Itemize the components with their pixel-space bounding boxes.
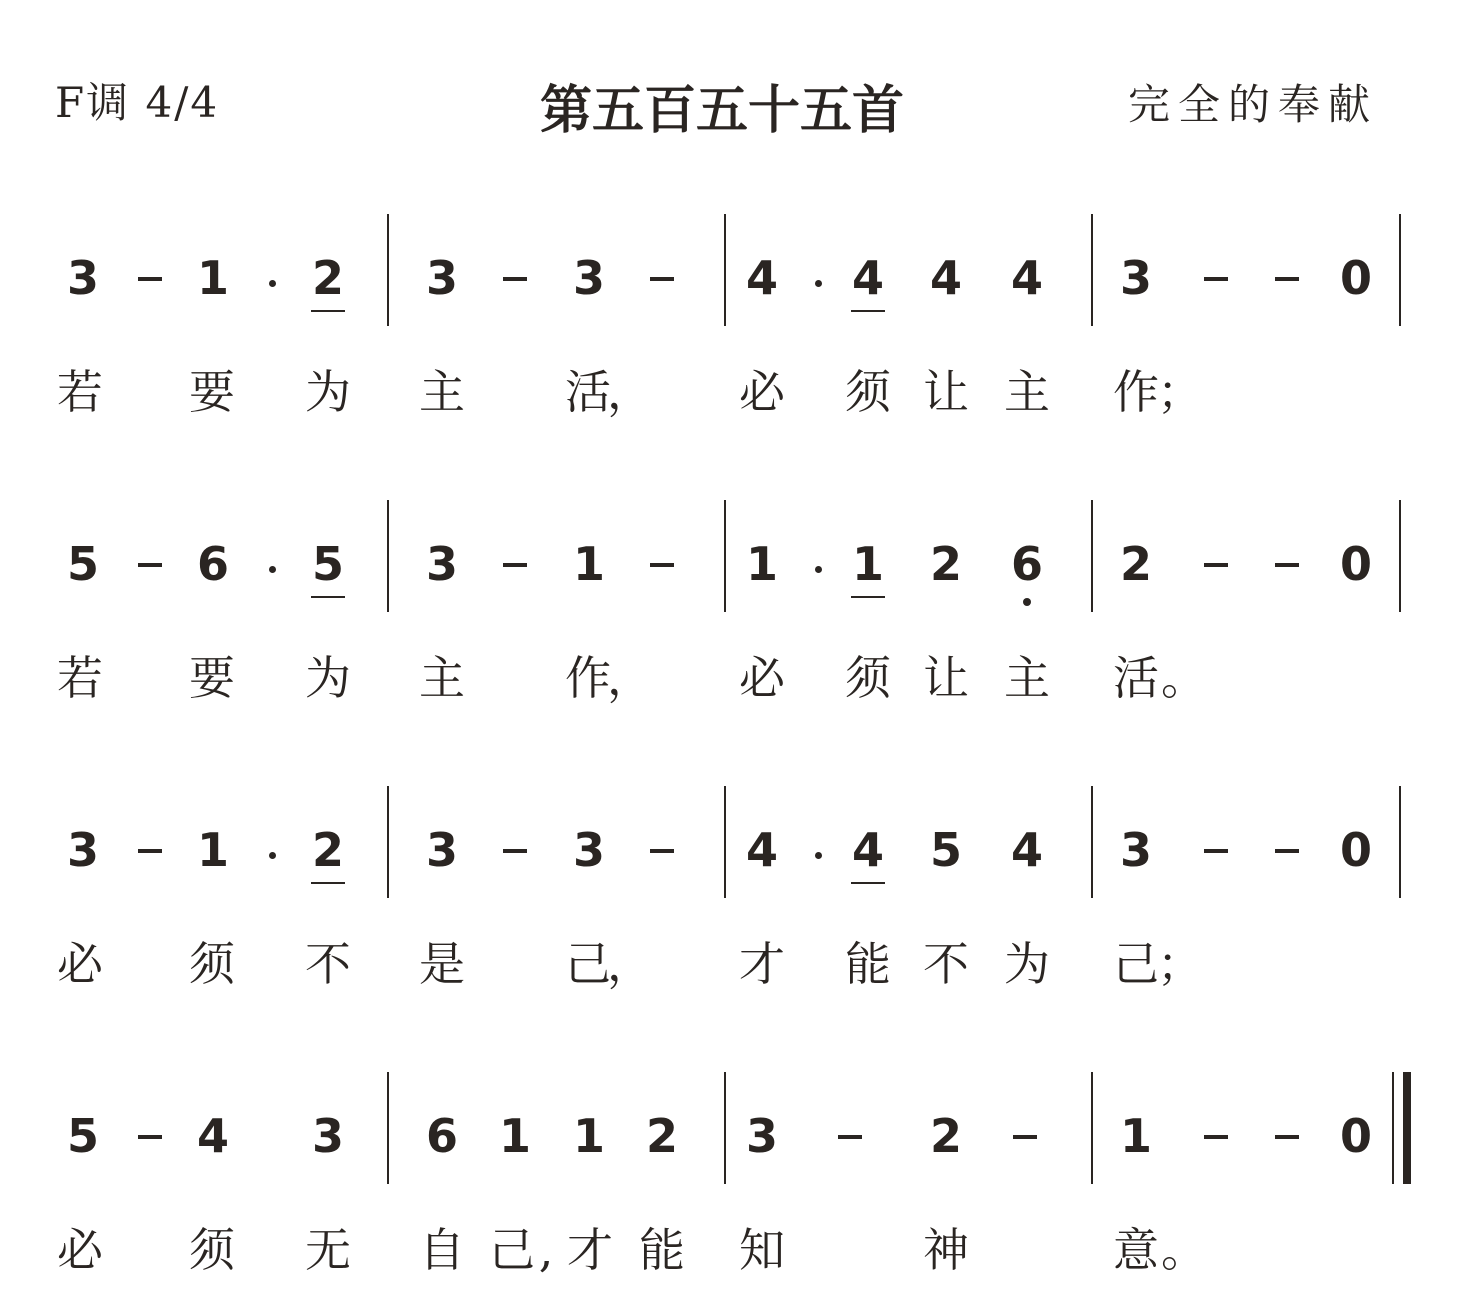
note-extension-dash xyxy=(1204,1135,1228,1139)
note: 2 xyxy=(308,822,348,878)
lyric-char: 不 xyxy=(305,937,351,991)
lyric-char: 须 xyxy=(189,937,235,991)
augmentation-dot xyxy=(815,280,822,287)
hymn-subtitle: 完全的奉献 xyxy=(1128,80,1379,129)
augmentation-dot xyxy=(269,566,276,573)
lyric-char: ， xyxy=(607,365,653,419)
lyric-char: 为 xyxy=(1004,937,1050,991)
lyric-char: 必 xyxy=(739,365,785,419)
music-system xyxy=(0,1072,1470,1312)
note-extension-dash xyxy=(838,1135,862,1139)
lyric-char: 须 xyxy=(845,365,891,419)
lyric-char: ； xyxy=(1157,365,1203,419)
lyric-char: 若 xyxy=(57,365,103,419)
note: 1 xyxy=(196,823,229,877)
note: 1 xyxy=(196,251,229,305)
note: 4 xyxy=(848,822,888,878)
note: 6 xyxy=(1007,536,1047,592)
barline xyxy=(1399,786,1401,898)
note-extension-dash xyxy=(138,563,162,567)
music-system xyxy=(0,786,1470,1026)
note-extension-dash xyxy=(1275,277,1299,281)
lyric-char: 须 xyxy=(189,1223,235,1277)
note: 3 xyxy=(1119,251,1152,305)
note-extension-dash xyxy=(138,1135,162,1139)
lyric-char: 不 xyxy=(923,937,969,991)
lyric-char: 。 xyxy=(1161,651,1207,705)
note: 3 xyxy=(572,823,605,877)
barline xyxy=(724,1072,726,1184)
lyric-char: ， xyxy=(607,937,653,991)
note: 1 xyxy=(572,537,605,591)
lyric-char: , xyxy=(538,1223,554,1277)
lyric-char: 为 xyxy=(305,365,351,419)
note: 5 xyxy=(308,536,348,592)
note-extension-dash xyxy=(1275,1135,1299,1139)
lyric-char: 主 xyxy=(419,365,465,419)
barline xyxy=(1399,500,1401,612)
note: 2 xyxy=(1119,537,1152,591)
barline xyxy=(1091,786,1093,898)
lyric-char: 让 xyxy=(923,365,969,419)
lyric-char: 必 xyxy=(57,937,103,991)
lyric-char: 为 xyxy=(305,651,351,705)
note: 6 xyxy=(196,537,229,591)
barline xyxy=(1091,500,1093,612)
barline xyxy=(387,500,389,612)
lyric-char: 作 xyxy=(565,651,611,705)
lyric-char: 能 xyxy=(845,937,891,991)
lyric-char: 要 xyxy=(189,651,235,705)
barline xyxy=(387,1072,389,1184)
barline xyxy=(1392,1072,1394,1184)
lyric-char: 知 xyxy=(739,1223,785,1277)
note: 2 xyxy=(308,250,348,306)
lyric-char: 神 xyxy=(923,1223,969,1277)
note-extension-dash xyxy=(1275,849,1299,853)
key-signature: F调 4/4 xyxy=(55,78,220,127)
lyric-char: 己 xyxy=(565,937,611,991)
lyric-char: 让 xyxy=(923,651,969,705)
note-extension-dash xyxy=(503,849,527,853)
lyric-char: 必 xyxy=(739,651,785,705)
barline xyxy=(1091,214,1093,326)
note: 0 xyxy=(1339,537,1372,591)
note: 1 xyxy=(498,1109,531,1163)
note: 1 xyxy=(848,536,888,592)
note: 2 xyxy=(929,1109,962,1163)
barline xyxy=(387,214,389,326)
lyric-char: 己 xyxy=(489,1223,535,1277)
note-extension-dash xyxy=(1275,563,1299,567)
note: 3 xyxy=(745,1109,778,1163)
lyric-char: 作 xyxy=(1113,365,1159,419)
note: 0 xyxy=(1339,251,1372,305)
lyric-char: 活 xyxy=(565,365,611,419)
note: 4 xyxy=(196,1109,229,1163)
music-system xyxy=(0,214,1470,454)
lyric-char: 才 xyxy=(739,937,785,991)
note: 4 xyxy=(1010,823,1043,877)
lyric-char: 意 xyxy=(1113,1223,1159,1277)
lyric-char: ， xyxy=(607,651,653,705)
lyric-char: 须 xyxy=(845,651,891,705)
lyric-char: 要 xyxy=(189,365,235,419)
note: 3 xyxy=(66,251,99,305)
barline xyxy=(1091,1072,1093,1184)
note: 0 xyxy=(1339,823,1372,877)
final-barline xyxy=(1403,1072,1411,1184)
lyric-char: 主 xyxy=(1004,651,1050,705)
note-extension-dash xyxy=(503,563,527,567)
note-extension-dash xyxy=(650,277,674,281)
hymn-title: 第五百五十五首 xyxy=(540,81,905,141)
lyric-char: 才 xyxy=(567,1223,613,1277)
note-extension-dash xyxy=(1013,1135,1037,1139)
note: 1 xyxy=(745,537,778,591)
augmentation-dot xyxy=(815,852,822,859)
augmentation-dot xyxy=(815,566,822,573)
note: 1 xyxy=(1119,1109,1152,1163)
note: 3 xyxy=(1119,823,1152,877)
lyric-char: 主 xyxy=(1004,365,1050,419)
lyric-char: 活 xyxy=(1113,651,1159,705)
note: 3 xyxy=(572,251,605,305)
note: 3 xyxy=(425,823,458,877)
note: 4 xyxy=(848,250,888,306)
lyric-char: ； xyxy=(1157,937,1203,991)
barline xyxy=(724,214,726,326)
augmentation-dot xyxy=(269,280,276,287)
note: 5 xyxy=(66,537,99,591)
note: 3 xyxy=(425,251,458,305)
note-extension-dash xyxy=(650,849,674,853)
note: 4 xyxy=(1010,251,1043,305)
note: 3 xyxy=(311,1109,344,1163)
barline xyxy=(387,786,389,898)
note: 4 xyxy=(929,251,962,305)
barline xyxy=(724,786,726,898)
lyric-char: 无 xyxy=(305,1223,351,1277)
lyric-char: 若 xyxy=(57,651,103,705)
note-extension-dash xyxy=(503,277,527,281)
lyric-char: 自 xyxy=(419,1223,465,1277)
note: 2 xyxy=(929,537,962,591)
note: 2 xyxy=(645,1109,678,1163)
note: 1 xyxy=(572,1109,605,1163)
note: 3 xyxy=(425,537,458,591)
lyric-char: 必 xyxy=(57,1223,103,1277)
lyric-char: 主 xyxy=(419,651,465,705)
note: 5 xyxy=(929,823,962,877)
lyric-char: 。 xyxy=(1161,1223,1207,1277)
note-extension-dash xyxy=(650,563,674,567)
note: 0 xyxy=(1339,1109,1372,1163)
lyric-char: 己 xyxy=(1113,937,1159,991)
augmentation-dot xyxy=(269,852,276,859)
note: 6 xyxy=(425,1109,458,1163)
lyric-char: 是 xyxy=(419,937,465,991)
barline xyxy=(724,500,726,612)
note-extension-dash xyxy=(138,277,162,281)
note-extension-dash xyxy=(1204,563,1228,567)
note: 5 xyxy=(66,1109,99,1163)
note: 3 xyxy=(66,823,99,877)
music-system xyxy=(0,500,1470,740)
lyric-char: 能 xyxy=(639,1223,685,1277)
barline xyxy=(1399,214,1401,326)
note-extension-dash xyxy=(1204,277,1228,281)
note-extension-dash xyxy=(138,849,162,853)
note-extension-dash xyxy=(1204,849,1228,853)
note: 4 xyxy=(745,251,778,305)
note: 4 xyxy=(745,823,778,877)
